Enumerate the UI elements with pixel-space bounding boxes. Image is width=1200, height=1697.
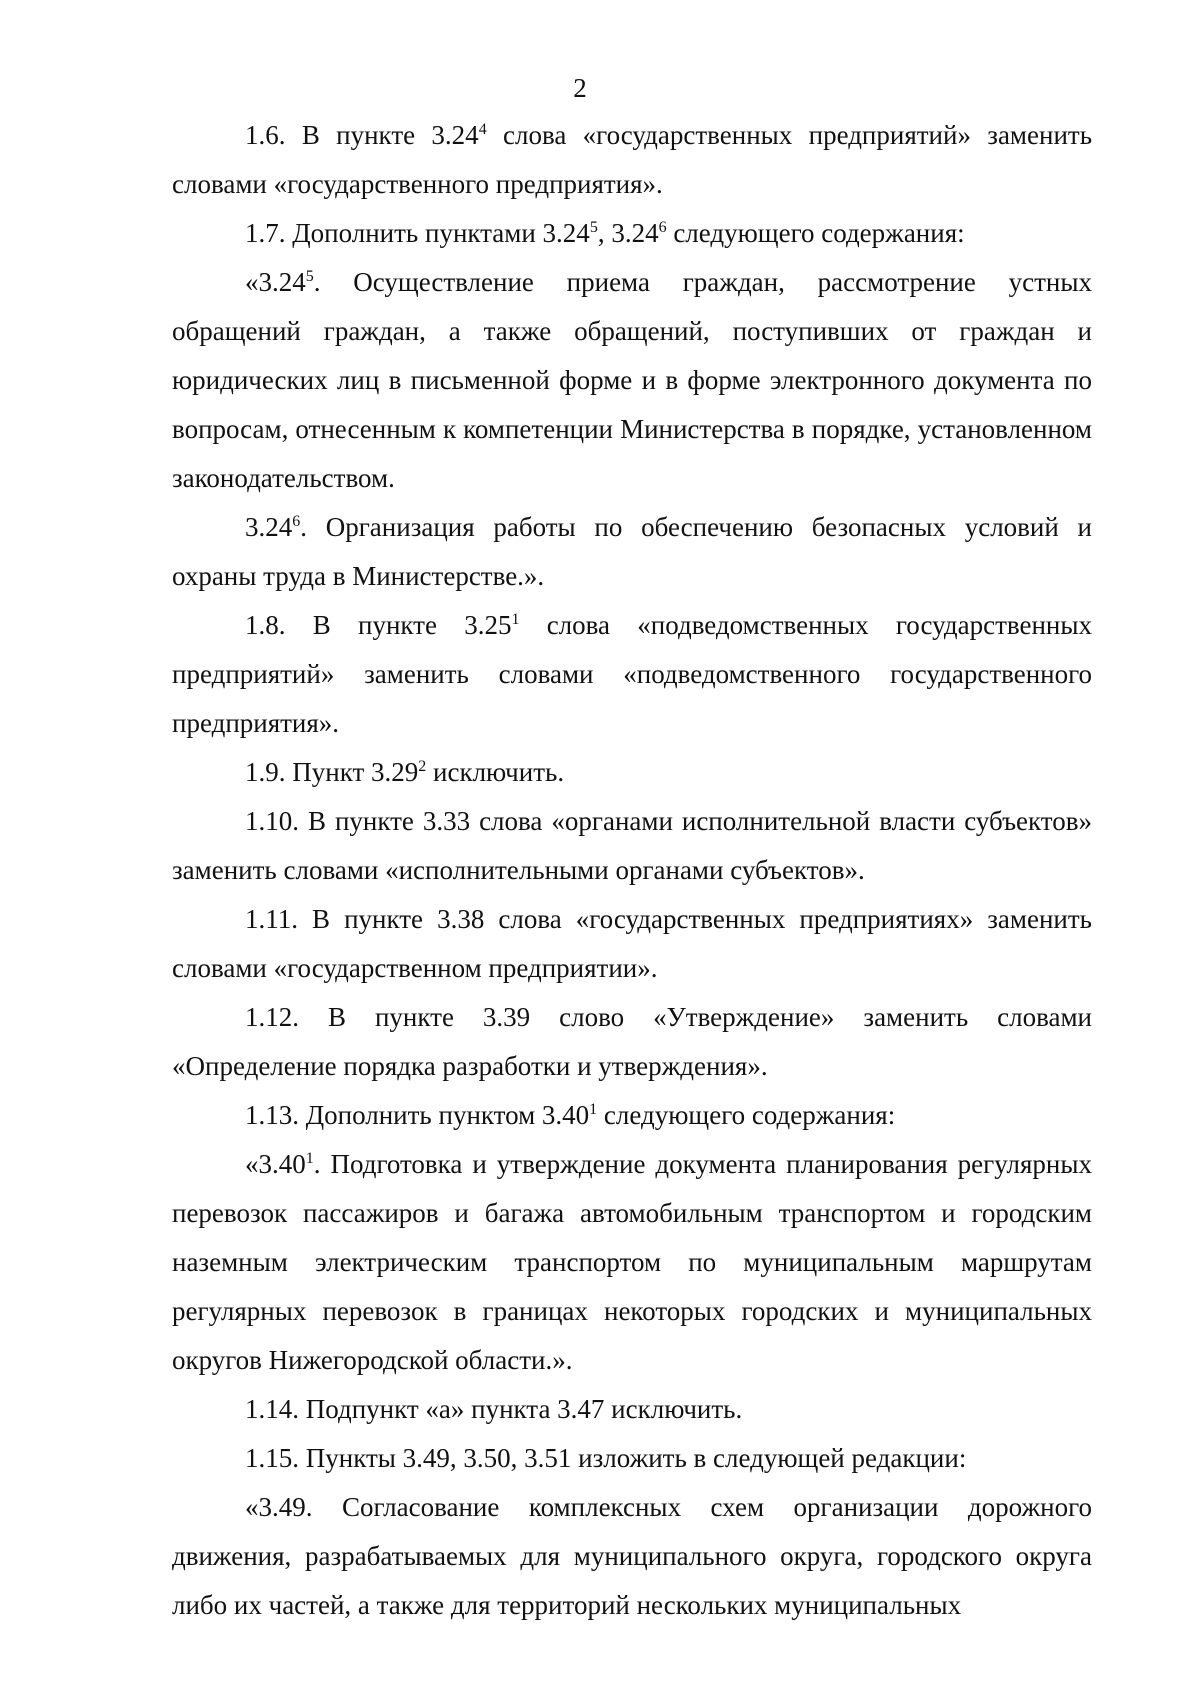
page-number: 2 <box>573 73 587 103</box>
paragraph-1-15: 1.15. Пункты 3.49, 3.50, 3.51 изложить в следующей редакции: <box>245 1443 967 1473</box>
paragraph-1-6: 1.6. В пункте 3.24$^4$ слова «государственных предприятий» заменить словами «государственного предприятия». <box>172 120 1093 199</box>
paragraph-3-49: «3.49. Согласование комплексных схем организации дорожного движения, разрабатываемых для муниципального округа, городского округа либо их частей, а также для территорий нескольких муниципальных <box>172 1492 1092 1620</box>
paragraph-1-10: 1.10. В пункте 3.33 слова «органами исполнительной власти субъектов» заменить словами «исполнительными органами субъектов». <box>172 806 1092 885</box>
paragraph-1-8: 1.8. В пункте 3.25$^1$ слова «подведомственных государственных предприятий» заменить словами «подведомственного государственного предприятия». <box>172 610 1092 738</box>
paragraph-3-24-6: 3.24$^6$. Организация работы по обеспечению безопасных условий и охраны труда в Министерстве.». <box>172 512 1092 591</box>
paragraph-3-40-1: «3.40$^1$. Подготовка и утверждение документа планирования регулярных перевозок пассажиров и багажа автомобильным транспортом и городским наземным электрическим транспортом по муниципальным маршрутам регулярных перевозок в границах некоторых городских и муниципальных округов Нижегородской области.». <box>172 1149 1092 1375</box>
paragraph-1-7: 1.7. Дополнить пунктами 3.24$^5$, 3.24$^6$ следующего содержания: <box>245 218 965 248</box>
paragraph-1-11: 1.11. В пункте 3.38 слова «государственных предприятиях» заменить словами «государственном предприятии». <box>172 904 1092 983</box>
paragraph-1-12: 1.12. В пункте 3.39 слово «Утверждение» заменить словами «Определение порядка разработки и утверждения». <box>172 1002 1092 1081</box>
paragraph-1-13: 1.13. Дополнить пунктом 3.40$^1$ следующего содержания: <box>245 1100 896 1130</box>
document-body <box>172 111 1092 1630</box>
paragraph-1-14: 1.14. Подпункт «а» пункта 3.47 исключить. <box>245 1394 743 1424</box>
paragraph-3-24-5: «3.24$^5$. Осуществление приема граждан, рассмотрение устных обращений граждан, а также обращений, поступивших от граждан и юридических лиц в письменной форме и в форме электронного документа по вопросам, отнесенным к компетенции Министерства в порядке, установленном законодательством. <box>172 267 1092 493</box>
paragraph-1-9: 1.9. Пункт 3.29$^2$ исключить. <box>245 757 565 787</box>
